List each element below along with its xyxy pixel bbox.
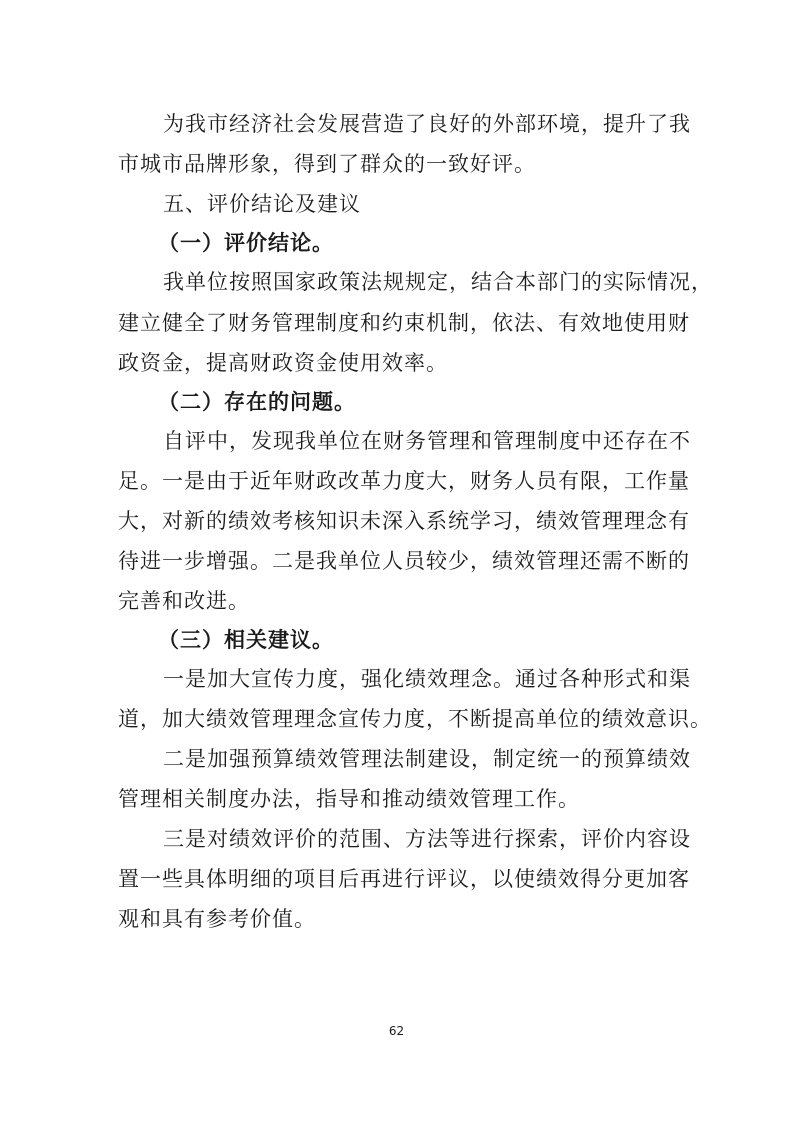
paragraph-line: 市城市品牌形象，得到了群众的一致好评。 xyxy=(118,152,536,176)
paragraph-line: 完善和改进。 xyxy=(118,589,250,613)
paragraph-line: 置一些具体明细的项目后再进行评议，以使绩效得分更加客 xyxy=(118,867,690,891)
paragraph-line: 自评中，发现我单位在财务管理和管理制度中还存在不 xyxy=(163,429,691,453)
paragraph-line: 待进一步增强。二是我单位人员较少，绩效管理还需不断的 xyxy=(118,549,690,573)
paragraph-line: 我单位按照国家政策法规规定，结合本部门的实际情况， xyxy=(163,270,713,294)
paragraph-line: 为我市经济社会发展营造了良好的外部环境，提升了我 xyxy=(163,112,691,136)
page-number: 62 xyxy=(388,1024,405,1038)
paragraph-line: 管理相关制度办法，指导和推动绩效管理工作。 xyxy=(118,787,580,811)
paragraph-line: 一是加大宣传力度，强化绩效理念。通过各种形式和渠 xyxy=(163,667,691,691)
paragraph-line: 大，对新的绩效考核知识未深入系统学习，绩效管理理念有 xyxy=(118,509,690,533)
section-heading: 五、评价结论及建议 xyxy=(163,192,361,216)
subsection-heading: （三）相关建议。 xyxy=(158,627,334,652)
paragraph-line: 观和具有参考价值。 xyxy=(118,907,316,931)
paragraph-line: 建立健全了财务管理制度和约束机制，依法、有效地使用财 xyxy=(118,311,690,335)
paragraph-line: 二是加强预算绩效管理法制建设，制定统一的预算绩效 xyxy=(163,747,691,771)
paragraph-line: 三是对绩效评价的范围、方法等进行探索，评价内容设 xyxy=(163,827,691,851)
subsection-heading: （一）评价结论。 xyxy=(158,230,334,255)
paragraph-line: 政资金，提高财政资金使用效率。 xyxy=(118,351,448,375)
subsection-heading: （二）存在的问题。 xyxy=(158,389,356,414)
paragraph-line: 道，加大绩效管理理念宣传力度，不断提高单位的绩效意识。 xyxy=(118,707,712,731)
paragraph-line: 足。一是由于近年财政改革力度大，财务人员有限，工作量 xyxy=(118,469,690,493)
